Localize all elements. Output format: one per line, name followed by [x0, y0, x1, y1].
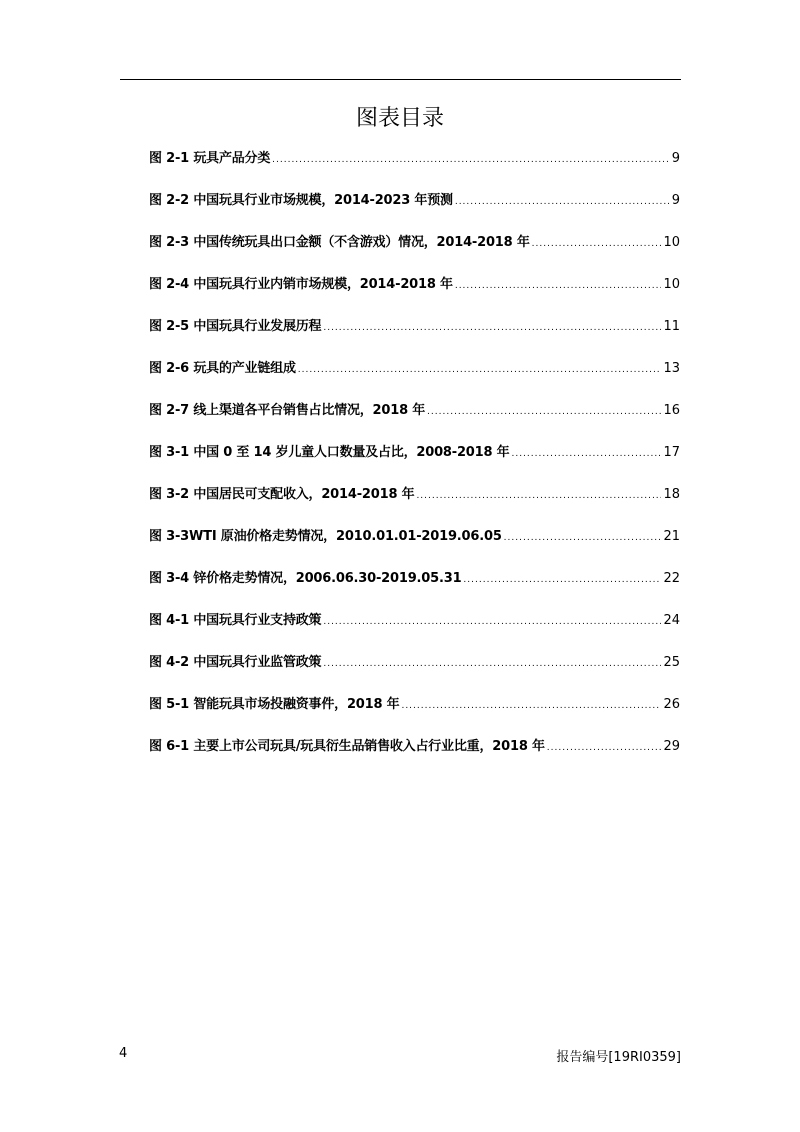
toc-dot-leader — [323, 611, 661, 633]
toc-dot-leader — [455, 275, 662, 297]
toc-entry[interactable] — [149, 652, 680, 694]
toc-dot-leader — [323, 317, 661, 339]
toc-entry-page: 25 — [663, 655, 680, 670]
toc-entry[interactable] — [149, 232, 680, 274]
toc-entry-page: 22 — [663, 571, 680, 586]
toc-dot-leader — [511, 443, 661, 465]
toc-entry-page: 16 — [663, 403, 680, 418]
toc-entry-page: 18 — [663, 487, 680, 502]
toc-entry-page: 9 — [671, 193, 680, 208]
toc-entry-page: 21 — [663, 529, 680, 544]
toc-entry[interactable] — [149, 442, 680, 484]
toc-entry-label: 图 3-1 中国 0 至 14 岁儿童人口数量及占比，2008-2018 年 — [149, 445, 510, 460]
toc-entry-page: 24 — [663, 613, 680, 628]
header-rule — [120, 79, 681, 80]
page-title: 图表目录 — [355, 106, 444, 131]
toc-dot-leader — [532, 233, 662, 255]
toc-entry[interactable] — [149, 358, 680, 400]
toc-entry-label: 图 2-7 线上渠道各平台销售占比情况，2018 年 — [149, 403, 426, 418]
toc-entry-label: 图 2-4 中国玩具行业内销市场规模，2014-2018 年 — [149, 277, 453, 292]
toc-entry-label: 图 2-1 玩具产品分类 — [149, 151, 271, 166]
toc-entry-label: 图 2-2 中国玩具行业市场规模，2014-2023 年预测 — [149, 193, 453, 208]
toc-entry-page: 17 — [663, 445, 680, 460]
toc-entry-page: 10 — [663, 277, 680, 292]
table-of-figures — [149, 148, 680, 778]
toc-entry-label: 图 5-1 智能玩具市场投融资事件，2018 年 — [149, 697, 400, 712]
toc-entry-page: 10 — [663, 235, 680, 250]
toc-entry-label: 图 3-4 锌价格走势情况，2006.06.30-2019.05.31 — [149, 571, 462, 586]
toc-dot-leader — [463, 569, 661, 591]
toc-dot-leader — [427, 401, 661, 423]
footer-page-number: 4 — [119, 1046, 128, 1061]
toc-entry-page: 29 — [663, 739, 680, 754]
toc-dot-leader — [272, 149, 670, 171]
toc-entry[interactable] — [149, 316, 680, 358]
toc-entry-label: 图 3-3WTI 原油价格走势情况，2010.01.01-2019.06.05 — [149, 529, 502, 544]
toc-dot-leader — [455, 191, 670, 213]
toc-entry[interactable] — [149, 526, 680, 568]
toc-dot-leader — [298, 359, 662, 381]
toc-entry-label: 图 4-1 中国玩具行业支持政策 — [149, 613, 322, 628]
toc-entry-page: 9 — [671, 151, 680, 166]
toc-dot-leader — [547, 737, 662, 759]
toc-dot-leader — [504, 527, 662, 549]
toc-entry[interactable] — [149, 148, 680, 190]
toc-dot-leader — [323, 653, 661, 675]
toc-entry-label: 图 2-5 中国玩具行业发展历程 — [149, 319, 322, 334]
toc-entry[interactable] — [149, 736, 680, 778]
toc-entry[interactable] — [149, 694, 680, 736]
toc-entry[interactable] — [149, 190, 680, 232]
toc-entry-label: 图 3-2 中国居民可支配收入，2014-2018 年 — [149, 487, 415, 502]
toc-entry-page: 26 — [663, 697, 680, 712]
toc-entry-label: 图 4-2 中国玩具行业监管政策 — [149, 655, 322, 670]
toc-dot-leader — [401, 695, 661, 717]
toc-entry[interactable] — [149, 484, 680, 526]
toc-entry[interactable] — [149, 400, 680, 442]
toc-entry-page: 13 — [663, 361, 680, 376]
toc-entry[interactable] — [149, 610, 680, 652]
toc-entry-label: 图 2-3 中国传统玩具出口金额（不含游戏）情况，2014-2018 年 — [149, 235, 530, 250]
footer-report-id: 报告编号[19RI0359] — [556, 1050, 681, 1065]
toc-entry[interactable] — [149, 568, 680, 610]
toc-entry-label: 图 2-6 玩具的产业链组成 — [149, 361, 296, 376]
toc-entry[interactable] — [149, 274, 680, 316]
toc-entry-label: 图 6-1 主要上市公司玩具/玩具衍生品销售收入占行业比重，2018 年 — [149, 739, 545, 754]
toc-entry-page: 11 — [663, 319, 680, 334]
toc-dot-leader — [416, 485, 661, 507]
